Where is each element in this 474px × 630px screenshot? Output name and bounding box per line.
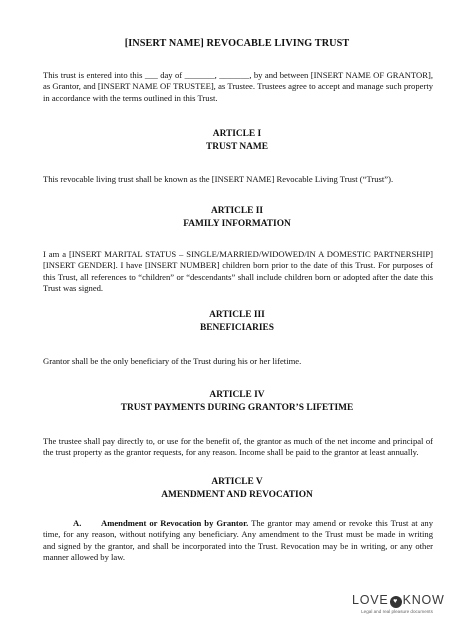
subsection-text: The grantor may amend or revoke this Trust at any time, for any reason, without notifying any beneficiary. Any amendment to the Trust must be made in writing and signed by the grantor, and shall be incorporated into the Trust. Revocation may be in writing, or any other manner allowed by law.: [43, 518, 433, 562]
article-4-heading: [0, 389, 474, 414]
subsection-letter: A.: [73, 518, 82, 528]
article-4-body: The trustee shall pay directly to, or use for the benefit of, the grantor as much of the net income and principal of the trust property as the grantor requests, for any reason. Income shall be paid to the grantor at least annually.: [43, 436, 433, 458]
article-2-body: I am a [INSERT MARITAL STATUS – SINGLE/MARRIED/WIDOWED/IN A DOMESTIC PARTNERSHIP] [INSERT GENDER]. I have [INSERT NUMBER] children born prior to the date of this Trust. For purposes of this Trust, all references to “children” or “descendants” shall include children born or adopted after the date this Trust was signed.: [43, 249, 433, 293]
article-1-heading: [0, 128, 474, 153]
heart-icon: ♥: [390, 596, 402, 608]
article-5-title: AMENDMENT AND REVOCATION: [161, 489, 313, 500]
article-3-body: Grantor shall be the only beneficiary of the Trust during his or her lifetime.: [43, 356, 302, 366]
article-5-heading: [0, 476, 474, 501]
article-5-body: [43, 518, 433, 563]
logo-wordmark: [352, 593, 445, 608]
article-4-title: TRUST PAYMENTS DURING GRANTOR’S LIFETIME: [120, 402, 354, 413]
article-1-body: This revocable living trust shall be known as the [INSERT NAME] Revocable Living Trust (“Trust”).: [43, 174, 394, 184]
logo-word-right: KNOW: [402, 593, 445, 607]
article-1-title: TRUST NAME: [205, 141, 269, 152]
article-2-heading: [0, 205, 474, 230]
article-4-number: ARTICLE IV: [209, 390, 265, 400]
article-3-number: ARTICLE III: [209, 310, 265, 320]
logo-word-left: LOVE: [352, 593, 389, 607]
article-2-number: ARTICLE II: [210, 206, 264, 216]
intro-paragraph: This trust is entered into this ___ day of _______, _______, by and between [INSERT NAME OF GRANTOR], as Grantor, and [INSERT NAME OF TRUSTEE], as Trustee. Trustees agree to accept and manage such property in accordance with the terms outlined in this Trust.: [43, 70, 433, 103]
article-3-heading: [0, 309, 474, 334]
document-title: [INSERT NAME] REVOCABLE LIVING TRUST: [124, 38, 350, 49]
lovetoknow-logo: [352, 593, 445, 614]
article-3-title: BENEFICIARIES: [200, 322, 274, 333]
article-5-number: ARTICLE V: [211, 477, 263, 487]
article-1-number: ARTICLE I: [212, 129, 262, 139]
logo-tagline: Legal and real pleasure documents: [361, 609, 433, 614]
article-2-title: FAMILY INFORMATION: [183, 218, 291, 229]
subsection-lead: Amendment or Revocation by Grantor.: [101, 518, 249, 528]
